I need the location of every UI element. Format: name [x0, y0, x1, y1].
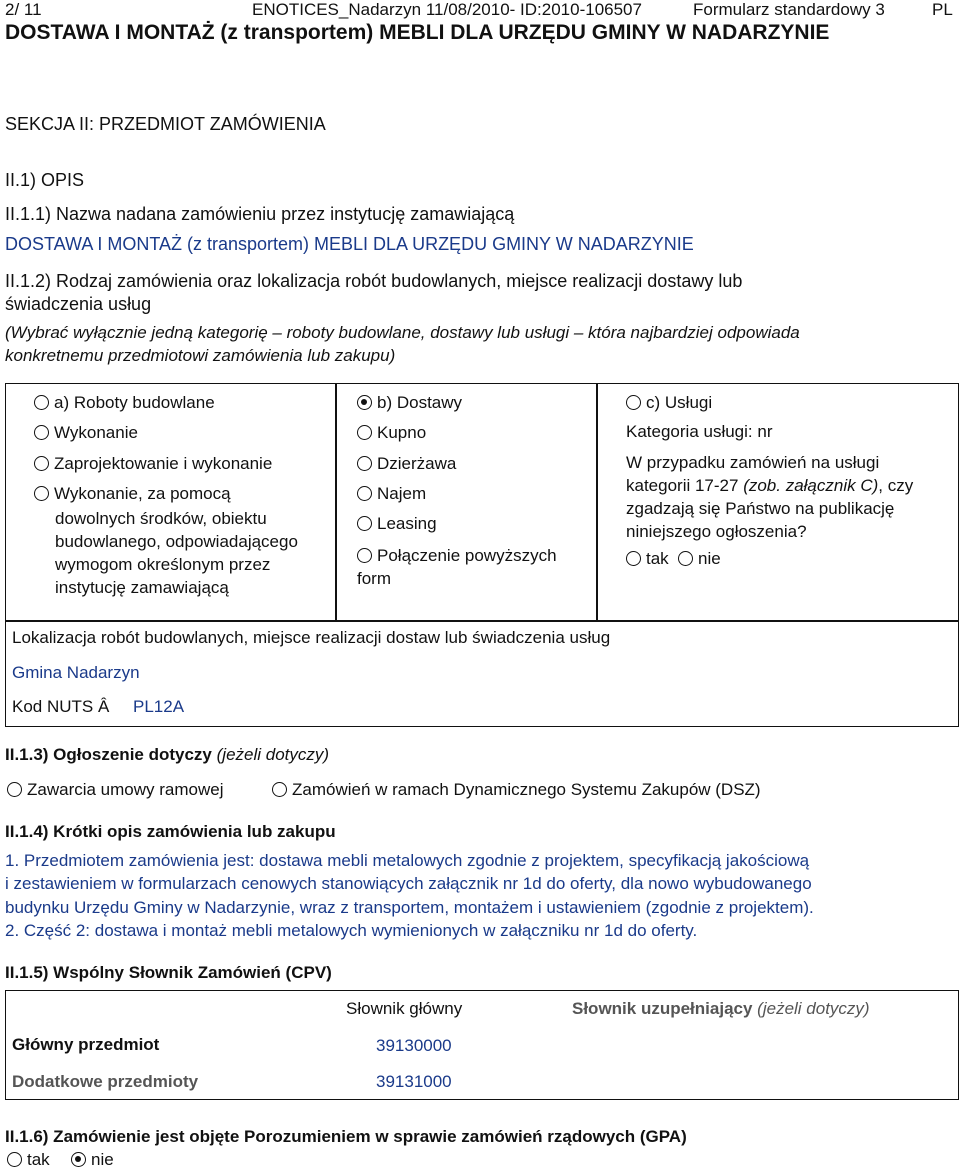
notice-id: ENOTICES_Nadarzyn 11/08/2010- ID:2010-106507: [252, 0, 642, 19]
gpa-tak-option[interactable]: tak: [7, 1150, 50, 1170]
publication-nie-option[interactable]: nie: [678, 549, 721, 569]
form-type: Formularz standardowy 3: [693, 0, 885, 19]
wykonanie-srodki-text: dowolnych środków, obiektu budowlanego, odpowiadającego wymogom określonym przez instytucję zamawiającą: [55, 509, 298, 597]
document-title: DOSTAWA I MONTAŻ (z transportem) MEBLI DLA URZĘDU GMINY W NADARZYNIE: [5, 21, 830, 44]
gpa-nie-option[interactable]: nie: [71, 1150, 114, 1170]
umowa-ramowa-option[interactable]: Zawarcia umowy ramowej: [7, 780, 224, 800]
services-option[interactable]: c) Usługi: [626, 393, 712, 413]
s114-line3: budynku Urzędu Gminy w Nadarzynie, wraz z transportem, montażem i ustawieniem (zgodnie z projektem).: [5, 898, 814, 917]
cpv-extra-code: 39131000: [376, 1072, 452, 1091]
publication-question: W przypadku zamówień na usługi kategorii 17-27 (zob. załącznik C), czy zgadzają się Państwo na publikację niniejszego ogłoszenia?: [626, 453, 914, 541]
cpv-main-code: 39130000: [376, 1036, 452, 1055]
cpv-extra-header: Słownik uzupełniający (jeżeli dotyczy): [572, 999, 870, 1018]
dzierzawa-option[interactable]: Dzierżawa: [357, 454, 456, 474]
page-number: 2/ 11: [5, 0, 42, 19]
nuts-value: PL12A: [133, 697, 185, 716]
radio-icon[interactable]: [357, 516, 372, 531]
radio-icon[interactable]: [357, 456, 372, 471]
language-code: PL: [932, 0, 953, 19]
s116-heading: II.1.6) Zamówienie jest objęte Porozumieniem w sprawie zamówień rządowych (GPA): [5, 1127, 687, 1146]
projekt-wykonanie-option[interactable]: Zaprojektowanie i wykonanie: [34, 454, 272, 474]
s111-label: II.1.1) Nazwa nadana zamówieniu przez instytucję zamawiającą: [5, 204, 515, 224]
supplies-option[interactable]: b) Dostawy: [357, 393, 462, 413]
dsz-option[interactable]: Zamówień w ramach Dynamicznego Systemu Zakupów (DSZ): [272, 780, 761, 800]
s114-heading: II.1.4) Krótki opis zamówienia lub zakupu: [5, 822, 336, 841]
radio-icon[interactable]: [626, 551, 641, 566]
s112-note-line1: (Wybrać wyłącznie jedną kategorię – roboty budowlane, dostawy lub usługi – która najbardziej odpowiada: [5, 323, 800, 342]
s112-label-line1: II.1.2) Rodzaj zamówienia oraz lokalizacja robót budowlanych, miejsce realizacji dostawy lub: [5, 271, 743, 291]
wykonanie-srodki-option[interactable]: Wykonanie, za pomocą: [34, 484, 231, 504]
radio-icon[interactable]: [357, 486, 372, 501]
wykonanie-option[interactable]: Wykonanie: [34, 423, 138, 443]
location-label: Lokalizacja robót budowlanych, miejsce realizacji dostaw lub świadczenia usług: [12, 628, 611, 647]
s112-note-line2: konkretnemu przedmiotowi zamówienia lub zakupu): [5, 346, 396, 365]
location-value: Gmina Nadarzyn: [12, 663, 140, 682]
kupno-option[interactable]: Kupno: [357, 423, 426, 443]
s115-heading: II.1.5) Wspólny Słownik Zamówień (CPV): [5, 963, 332, 982]
radio-icon[interactable]: [626, 395, 641, 410]
polaczenie-option[interactable]: Połączenie powyższych form: [357, 546, 557, 588]
radio-selected-icon[interactable]: [71, 1152, 86, 1167]
radio-icon[interactable]: [357, 548, 372, 563]
radio-icon[interactable]: [357, 425, 372, 440]
service-category-label: Kategoria usługi: nr: [626, 422, 773, 441]
s113-heading: II.1.3) Ogłoszenie dotyczy (jeżeli dotyczy): [5, 745, 330, 764]
column-divider: [335, 383, 337, 621]
s111-value: DOSTAWA I MONTAŻ (z transportem) MEBLI DLA URZĘDU GMINY W NADARZYNIE: [5, 234, 694, 254]
s114-line4: 2. Część 2: dostawa i montaż mebli metalowych wymienionych w załączniku nr 1d do oferty.: [5, 921, 698, 940]
radio-icon[interactable]: [272, 782, 287, 797]
radio-icon[interactable]: [7, 782, 22, 797]
najem-option[interactable]: Najem: [357, 484, 426, 504]
radio-icon[interactable]: [34, 456, 49, 471]
cpv-main-header: Słownik główny: [346, 999, 463, 1018]
works-option[interactable]: a) Roboty budowlane: [34, 393, 215, 413]
cpv-extra-row-label: Dodatkowe przedmioty: [12, 1072, 199, 1091]
radio-selected-icon[interactable]: [357, 395, 372, 410]
s114-line1: 1. Przedmiotem zamówienia jest: dostawa mebli metalowych zgodnie z projektem, specyfikacją jakościową: [5, 851, 810, 870]
s114-line2: i zestawieniem w formularzach cenowych stanowiących załącznik nr 1d do oferty, dla nowo wybudowanego: [5, 874, 812, 893]
opis-heading: II.1) OPIS: [5, 170, 85, 190]
cpv-main-row-label: Główny przedmiot: [12, 1035, 160, 1054]
radio-icon[interactable]: [34, 395, 49, 410]
radio-icon[interactable]: [34, 425, 49, 440]
radio-icon[interactable]: [678, 551, 693, 566]
column-divider: [596, 383, 598, 621]
publication-tak-option[interactable]: tak: [626, 549, 669, 569]
radio-icon[interactable]: [7, 1152, 22, 1167]
section-title: SEKCJA II: PRZEDMIOT ZAMÓWIENIA: [5, 114, 326, 134]
leasing-option[interactable]: Leasing: [357, 514, 437, 534]
nuts-label: Kod NUTS Â: [12, 697, 110, 716]
row-divider: [5, 620, 959, 622]
radio-icon[interactable]: [34, 486, 49, 501]
s112-label-line2: świadczenia usług: [5, 294, 152, 314]
